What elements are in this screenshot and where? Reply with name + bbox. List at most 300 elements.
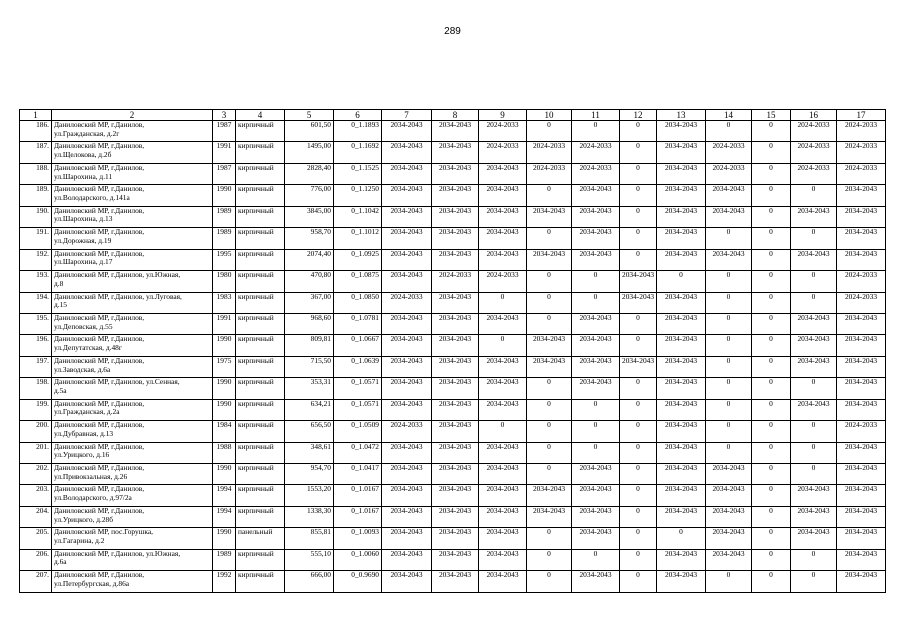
row-number: 197. (20, 356, 52, 377)
table-row (20, 399, 886, 420)
repair-period: 0 (527, 571, 572, 592)
repair-period: 2034-2043 (657, 356, 706, 377)
repair-period: 2034-2043 (479, 313, 527, 334)
repair-period: 2034-2043 (432, 335, 479, 356)
repair-period: 2034-2043 (382, 163, 432, 184)
repair-period: 2034-2043 (527, 249, 572, 270)
priority-index: 0_1.1692 (334, 142, 382, 163)
repair-period: 0 (479, 335, 527, 356)
repair-period: 2034-2043 (706, 464, 752, 485)
repair-period: 2034-2043 (791, 313, 837, 334)
area-value: 3845,00 (285, 206, 334, 227)
repair-period: 2034-2043 (837, 399, 886, 420)
repair-period: 2034-2043 (432, 249, 479, 270)
row-number: 207. (20, 571, 52, 592)
repair-period: 2024-2033 (382, 292, 432, 313)
page-number: 289 (444, 26, 461, 37)
repair-period: 2034-2043 (382, 121, 432, 142)
column-number: 11 (572, 110, 620, 121)
repair-period: 0 (572, 121, 620, 142)
repair-period: 2034-2043 (572, 249, 620, 270)
table-row (20, 313, 886, 334)
address-line: Даниловский МР, г.Данилов, (54, 334, 145, 344)
repair-period: 0 (572, 271, 620, 292)
build-year: 1989 (213, 206, 236, 227)
repair-period: 0 (620, 228, 657, 249)
address-line: Даниловский МР, г.Данилов, (54, 163, 145, 172)
repair-period: 2034-2043 (432, 464, 479, 485)
repair-period: 0 (752, 185, 791, 206)
repair-period: 0 (706, 121, 752, 142)
address-line: ул.Дорожная, д.19 (54, 235, 112, 245)
repair-period: 2024-2033 (837, 163, 886, 184)
repair-period: 2034-2043 (657, 313, 706, 334)
repair-period: 2024-2033 (706, 142, 752, 163)
wall-material: кирпичный (236, 163, 285, 184)
repair-period: 2034-2043 (432, 185, 479, 206)
area-value: 715,50 (285, 356, 334, 377)
repair-period: 2034-2043 (657, 121, 706, 142)
priority-index: 0_1.0667 (334, 335, 382, 356)
column-number: 3 (213, 110, 236, 121)
address-line: ул.Привокзальная, д.26 (54, 471, 128, 481)
repair-period: 0 (791, 442, 837, 463)
area-value: 958,70 (285, 228, 334, 249)
repair-period: 0 (620, 485, 657, 506)
priority-index: 0_1.0093 (334, 528, 382, 549)
repair-period: 2034-2043 (837, 464, 886, 485)
repair-period: 2034-2043 (432, 313, 479, 334)
wall-material: кирпичный (236, 378, 285, 399)
repair-period: 2034-2043 (572, 335, 620, 356)
table-row (20, 271, 886, 292)
repair-period: 2034-2043 (657, 292, 706, 313)
repair-period: 2024-2033 (837, 271, 886, 292)
repair-period: 2034-2043 (657, 206, 706, 227)
address-line: Даниловский МР, г.Данилов, (54, 120, 145, 129)
repair-period: 2034-2043 (479, 528, 527, 549)
repair-period: 2034-2043 (382, 228, 432, 249)
repair-period: 2034-2043 (382, 313, 432, 334)
repair-period: 2034-2043 (432, 206, 479, 227)
repair-period: 0 (479, 292, 527, 313)
repair-period: 0 (657, 528, 706, 549)
address-cell (52, 378, 213, 399)
repair-period: 2034-2043 (572, 528, 620, 549)
repair-period: 2034-2043 (382, 464, 432, 485)
repair-period: 0 (620, 335, 657, 356)
repair-period: 2034-2043 (706, 206, 752, 227)
housing-register-table (19, 109, 886, 593)
priority-index: 0_1.0060 (334, 549, 382, 570)
column-number: 14 (706, 110, 752, 121)
build-year: 1989 (213, 549, 236, 570)
build-year: 1987 (213, 163, 236, 184)
repair-period: 0 (706, 228, 752, 249)
repair-period: 2034-2043 (479, 464, 527, 485)
column-number: 10 (527, 110, 572, 121)
address-line: д.5а (54, 385, 67, 395)
repair-period: 2034-2043 (620, 292, 657, 313)
address-cell (52, 228, 213, 249)
address-line: ул.Урицкого, д.16 (54, 450, 110, 460)
repair-period: 2034-2043 (432, 442, 479, 463)
repair-period: 2034-2043 (479, 228, 527, 249)
row-number: 186. (20, 121, 52, 142)
wall-material: кирпичный (236, 506, 285, 527)
repair-period: 2034-2043 (432, 528, 479, 549)
row-number: 196. (20, 335, 52, 356)
repair-period: 2034-2043 (479, 185, 527, 206)
repair-period: 2034-2043 (837, 378, 886, 399)
repair-period: 0 (791, 464, 837, 485)
repair-period: 2034-2043 (527, 335, 572, 356)
repair-period: 2024-2033 (527, 142, 572, 163)
build-year: 1987 (213, 121, 236, 142)
repair-period: 2034-2043 (382, 528, 432, 549)
repair-period: 0 (752, 442, 791, 463)
repair-period: 2024-2033 (837, 292, 886, 313)
repair-period: 2034-2043 (791, 506, 837, 527)
repair-period: 2034-2043 (479, 163, 527, 184)
table-row (20, 163, 886, 184)
priority-index: 0_1.0509 (334, 421, 382, 442)
repair-period: 0 (620, 313, 657, 334)
address-cell (52, 528, 213, 549)
area-value: 1338,30 (285, 506, 334, 527)
address-cell (52, 464, 213, 485)
repair-period: 2034-2043 (572, 185, 620, 206)
repair-period: 2034-2043 (657, 421, 706, 442)
repair-period: 2034-2043 (432, 571, 479, 592)
build-year: 1991 (213, 142, 236, 163)
repair-period: 0 (752, 485, 791, 506)
repair-period: 0 (620, 549, 657, 570)
wall-material: кирпичный (236, 292, 285, 313)
row-number: 204. (20, 506, 52, 527)
address-line: Даниловский МР, г.Данилов, ул.Южная, (54, 549, 181, 558)
repair-period: 0 (572, 442, 620, 463)
row-number: 203. (20, 485, 52, 506)
wall-material: кирпичный (236, 121, 285, 142)
row-number: 191. (20, 228, 52, 249)
repair-period: 0 (527, 421, 572, 442)
repair-period: 0 (791, 378, 837, 399)
address-line: Даниловский МР, г.Данилов, (54, 506, 145, 515)
repair-period: 2034-2043 (479, 442, 527, 463)
priority-index: 0_1.0571 (334, 399, 382, 420)
repair-period: 0 (752, 292, 791, 313)
repair-period: 2034-2043 (572, 506, 620, 527)
repair-period: 2024-2033 (527, 163, 572, 184)
wall-material: кирпичный (236, 185, 285, 206)
table-row (20, 421, 886, 442)
priority-index: 0_1.0875 (334, 271, 382, 292)
repair-period: 0 (752, 399, 791, 420)
column-number: 9 (479, 110, 527, 121)
row-number: 190. (20, 206, 52, 227)
address-cell (52, 249, 213, 270)
repair-period: 2034-2043 (572, 356, 620, 377)
repair-period: 0 (527, 399, 572, 420)
repair-period: 0 (706, 271, 752, 292)
priority-index: 0_1.1012 (334, 228, 382, 249)
repair-period: 0 (620, 163, 657, 184)
address-line: Даниловский МР, г.Данилов, (54, 249, 145, 258)
area-value: 656,50 (285, 421, 334, 442)
column-number: 12 (620, 110, 657, 121)
repair-period: 2034-2043 (791, 485, 837, 506)
address-line: ул.Щелокова, д.2б (54, 150, 112, 160)
wall-material: кирпичный (236, 142, 285, 163)
address-line: Даниловский МР, г.Данилов, (54, 356, 145, 365)
build-year: 1988 (213, 442, 236, 463)
area-value: 601,50 (285, 121, 334, 142)
repair-period: 0 (752, 378, 791, 399)
repair-period: 2034-2043 (657, 571, 706, 592)
row-number: 200. (20, 421, 52, 442)
repair-period: 0 (706, 335, 752, 356)
priority-index: 0_0.9690 (334, 571, 382, 592)
table-row (20, 292, 886, 313)
repair-period: 2034-2043 (706, 485, 752, 506)
repair-period: 2034-2043 (527, 206, 572, 227)
repair-period: 0 (620, 121, 657, 142)
repair-period: 2034-2043 (432, 485, 479, 506)
repair-period: 2034-2043 (837, 185, 886, 206)
table-row (20, 464, 886, 485)
repair-period: 2024-2033 (837, 121, 886, 142)
address-line: ул.Гражданская, д.2г (54, 128, 120, 138)
address-cell (52, 271, 213, 292)
repair-period: 2034-2043 (837, 485, 886, 506)
repair-period: 0 (620, 206, 657, 227)
address-line: Даниловский МР, пос.Горушка, (54, 527, 154, 537)
area-value: 855,81 (285, 528, 334, 549)
wall-material: кирпичный (236, 335, 285, 356)
repair-period: 2034-2043 (791, 399, 837, 420)
wall-material: кирпичный (236, 571, 285, 592)
area-value: 348,61 (285, 442, 334, 463)
repair-period: 0 (791, 185, 837, 206)
repair-period: 2034-2043 (382, 335, 432, 356)
row-number: 189. (20, 185, 52, 206)
table-row (20, 228, 886, 249)
row-number: 205. (20, 528, 52, 549)
address-cell (52, 142, 213, 163)
column-number: 8 (432, 110, 479, 121)
wall-material: панельный (236, 528, 285, 549)
repair-period: 2034-2043 (706, 549, 752, 570)
repair-period: 0 (620, 571, 657, 592)
build-year: 1990 (213, 185, 236, 206)
build-year: 1980 (213, 271, 236, 292)
area-value: 776,00 (285, 185, 334, 206)
table-row (20, 142, 886, 163)
address-cell (52, 549, 213, 570)
repair-period: 0 (527, 378, 572, 399)
priority-index: 0_1.1042 (334, 206, 382, 227)
address-cell (52, 485, 213, 506)
repair-period: 2034-2043 (382, 399, 432, 420)
repair-period: 0 (706, 421, 752, 442)
area-value: 1553,20 (285, 485, 334, 506)
address-line: Даниловский МР, г.Данилов, ул.Южная, (54, 270, 181, 280)
build-year: 1984 (213, 421, 236, 442)
priority-index: 0_1.0571 (334, 378, 382, 399)
address-line: Даниловский МР, г.Данилов, (54, 227, 145, 237)
repair-period: 2034-2043 (432, 292, 479, 313)
row-number: 192. (20, 249, 52, 270)
address-cell (52, 335, 213, 356)
repair-period: 2034-2043 (479, 249, 527, 270)
repair-period: 0 (791, 549, 837, 570)
repair-period: 0 (706, 378, 752, 399)
repair-period: 2034-2043 (657, 335, 706, 356)
repair-period: 0 (706, 292, 752, 313)
wall-material: кирпичный (236, 228, 285, 249)
repair-period: 0 (706, 356, 752, 377)
repair-period: 0 (706, 571, 752, 592)
wall-material: кирпичный (236, 464, 285, 485)
wall-material: кирпичный (236, 356, 285, 377)
repair-period: 2034-2043 (527, 506, 572, 527)
repair-period: 2034-2043 (572, 571, 620, 592)
address-line: Даниловский МР, г.Данилов, ул.Сенная, (54, 377, 180, 387)
wall-material: кирпичный (236, 271, 285, 292)
repair-period: 2034-2043 (706, 249, 752, 270)
build-year: 1990 (213, 464, 236, 485)
repair-period: 0 (791, 421, 837, 442)
repair-period: 2034-2043 (657, 378, 706, 399)
column-number: 1 (20, 110, 52, 121)
column-number: 16 (791, 110, 837, 121)
table-row (20, 249, 886, 270)
repair-period: 2034-2043 (479, 549, 527, 570)
repair-period: 0 (572, 399, 620, 420)
repair-period: 2034-2043 (837, 549, 886, 570)
repair-period: 2034-2043 (837, 335, 886, 356)
repair-period: 2034-2043 (432, 228, 479, 249)
repair-period: 2024-2033 (382, 421, 432, 442)
priority-index: 0_1.0472 (334, 442, 382, 463)
repair-period: 2034-2043 (837, 249, 886, 270)
repair-period: 0 (752, 121, 791, 142)
column-number: 6 (334, 110, 382, 121)
build-year: 1994 (213, 485, 236, 506)
wall-material: кирпичный (236, 313, 285, 334)
repair-period: 2024-2033 (479, 271, 527, 292)
table-row (20, 506, 886, 527)
repair-period: 2034-2043 (572, 228, 620, 249)
row-number: 195. (20, 313, 52, 334)
repair-period: 0 (572, 421, 620, 442)
repair-period: 2034-2043 (382, 356, 432, 377)
repair-period: 2034-2043 (657, 249, 706, 270)
repair-period: 0 (752, 571, 791, 592)
repair-period: 2034-2043 (382, 206, 432, 227)
repair-period: 0 (620, 528, 657, 549)
repair-period: 0 (572, 292, 620, 313)
area-value: 367,00 (285, 292, 334, 313)
address-line: ул.Шарохина, д.13 (54, 214, 113, 224)
repair-period: 2034-2043 (572, 464, 620, 485)
repair-period: 2034-2043 (657, 399, 706, 420)
build-year: 1992 (213, 571, 236, 592)
address-cell (52, 206, 213, 227)
address-line: ул.Депутатская, д.48г (54, 343, 122, 353)
repair-period: 0 (527, 228, 572, 249)
repair-period: 0 (752, 421, 791, 442)
area-value: 666,00 (285, 571, 334, 592)
repair-period: 2034-2043 (527, 356, 572, 377)
address-line: д.6а (54, 557, 67, 567)
table-row (20, 485, 886, 506)
repair-period: 2034-2043 (432, 356, 479, 377)
address-line: Даниловский МР, г.Данилов, ул.Луговая, (54, 292, 182, 301)
row-number: 193. (20, 271, 52, 292)
repair-period: 0 (706, 399, 752, 420)
repair-period: 2034-2043 (837, 206, 886, 227)
area-value: 470,80 (285, 271, 334, 292)
area-value: 954,70 (285, 464, 334, 485)
repair-period: 2034-2043 (657, 142, 706, 163)
address-line: Даниловский МР, г.Данилов, (54, 570, 145, 580)
repair-period: 0 (791, 271, 837, 292)
address-line: ул.Петербургская, д.86а (54, 578, 130, 588)
repair-period: 2034-2043 (432, 121, 479, 142)
repair-period: 2024-2033 (791, 142, 837, 163)
address-line: ул.Володарского, д.141а (54, 193, 130, 203)
repair-period: 0 (527, 313, 572, 334)
repair-period: 2034-2043 (657, 228, 706, 249)
table-row (20, 442, 886, 463)
address-line: ул.Гагарина, д.2 (54, 536, 105, 546)
address-cell (52, 292, 213, 313)
repair-period: 2034-2043 (479, 206, 527, 227)
repair-period: 0 (706, 442, 752, 463)
area-value: 968,60 (285, 313, 334, 334)
repair-period: 0 (752, 549, 791, 570)
repair-period: 2024-2033 (791, 121, 837, 142)
repair-period: 0 (572, 549, 620, 570)
repair-period: 2034-2043 (791, 206, 837, 227)
repair-period: 2034-2043 (572, 313, 620, 334)
priority-index: 0_1.0417 (334, 464, 382, 485)
column-number: 4 (236, 110, 285, 121)
address-line: ул.Дубравная, д.13 (54, 428, 114, 438)
repair-period: 2034-2043 (837, 442, 886, 463)
repair-period: 2034-2043 (706, 528, 752, 549)
repair-period: 2024-2033 (572, 142, 620, 163)
column-number: 13 (657, 110, 706, 121)
repair-period: 2034-2043 (657, 185, 706, 206)
repair-period: 2034-2043 (382, 549, 432, 570)
repair-period: 2034-2043 (432, 378, 479, 399)
table-row (20, 185, 886, 206)
build-year: 1994 (213, 506, 236, 527)
repair-period: 2034-2043 (382, 442, 432, 463)
repair-period: 2034-2043 (432, 506, 479, 527)
repair-period: 2034-2043 (382, 249, 432, 270)
repair-period: 0 (752, 142, 791, 163)
repair-period: 0 (620, 506, 657, 527)
repair-period: 0 (752, 313, 791, 334)
address-cell (52, 399, 213, 420)
repair-period: 2034-2043 (657, 549, 706, 570)
build-year: 1995 (213, 249, 236, 270)
address-line: ул.Деповская, д.55 (54, 321, 113, 331)
